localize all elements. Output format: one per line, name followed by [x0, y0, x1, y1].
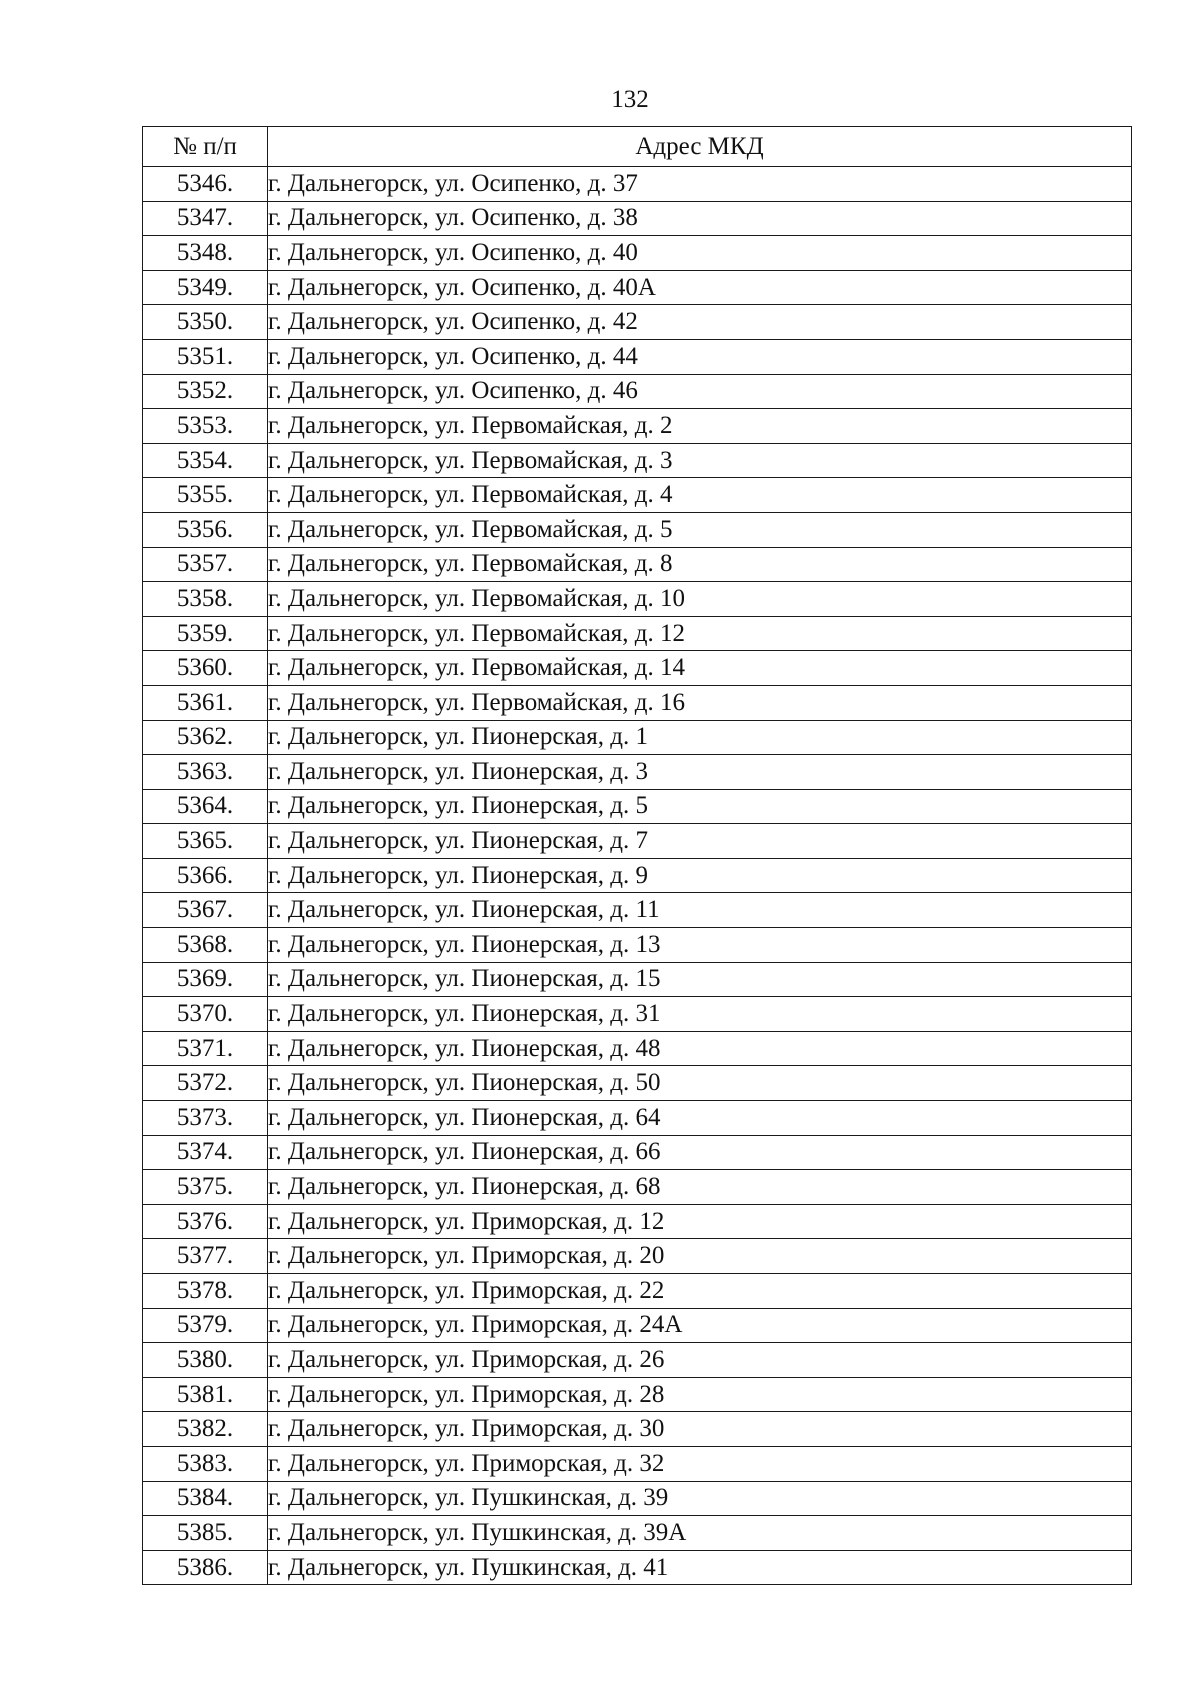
row-number-cell: 5369.: [143, 962, 268, 997]
table-row: [143, 824, 1132, 859]
table-row: [143, 720, 1132, 755]
row-number-cell: 5370.: [143, 997, 268, 1032]
address-cell: г. Дальнегорск, ул. Первомайская, д. 16: [268, 685, 1132, 720]
table-row: [143, 512, 1132, 547]
table-body: [143, 167, 1132, 1585]
row-number-cell: 5355.: [143, 478, 268, 513]
row-number-cell: 5360.: [143, 651, 268, 686]
table-row: [143, 1204, 1132, 1239]
table-row: [143, 1481, 1132, 1516]
table-row: [143, 616, 1132, 651]
row-number-cell: 5372.: [143, 1066, 268, 1101]
table-row: [143, 893, 1132, 928]
row-number-cell: 5377.: [143, 1239, 268, 1274]
table-row: [143, 409, 1132, 444]
row-number-cell: 5356.: [143, 512, 268, 547]
address-cell: г. Дальнегорск, ул. Пионерская, д. 48: [268, 1031, 1132, 1066]
page-number: 132: [611, 86, 649, 113]
column-header-address: Адрес МКД: [268, 127, 1132, 167]
address-cell: г. Дальнегорск, ул. Осипенко, д. 40: [268, 236, 1132, 271]
address-cell: г. Дальнегорск, ул. Приморская, д. 32: [268, 1446, 1132, 1481]
table-row: [143, 928, 1132, 963]
address-cell: г. Дальнегорск, ул. Осипенко, д. 37: [268, 167, 1132, 202]
table-row: [143, 374, 1132, 409]
row-number-cell: 5364.: [143, 789, 268, 824]
table-row: [143, 1412, 1132, 1447]
address-cell: г. Дальнегорск, ул. Первомайская, д. 8: [268, 547, 1132, 582]
table-row: [143, 755, 1132, 790]
address-cell: г. Дальнегорск, ул. Первомайская, д. 2: [268, 409, 1132, 444]
table-row: [143, 1446, 1132, 1481]
address-cell: г. Дальнегорск, ул. Пионерская, д. 64: [268, 1101, 1132, 1136]
row-number-cell: 5375.: [143, 1170, 268, 1205]
address-cell: г. Дальнегорск, ул. Приморская, д. 28: [268, 1377, 1132, 1412]
address-cell: г. Дальнегорск, ул. Пушкинская, д. 39: [268, 1481, 1132, 1516]
table-row: [143, 443, 1132, 478]
address-cell: г. Дальнегорск, ул. Пионерская, д. 66: [268, 1135, 1132, 1170]
row-number-cell: 5363.: [143, 755, 268, 790]
address-cell: г. Дальнегорск, ул. Пионерская, д. 68: [268, 1170, 1132, 1205]
table-row: [143, 305, 1132, 340]
address-cell: г. Дальнегорск, ул. Пионерская, д. 50: [268, 1066, 1132, 1101]
row-number-cell: 5352.: [143, 374, 268, 409]
table-row: [143, 858, 1132, 893]
row-number-cell: 5376.: [143, 1204, 268, 1239]
address-cell: г. Дальнегорск, ул. Пушкинская, д. 39А: [268, 1516, 1132, 1551]
row-number-cell: 5367.: [143, 893, 268, 928]
address-cell: г. Дальнегорск, ул. Приморская, д. 12: [268, 1204, 1132, 1239]
table-row: [143, 1135, 1132, 1170]
table-row: [143, 201, 1132, 236]
row-number-cell: 5354.: [143, 443, 268, 478]
table-header: [143, 127, 1132, 167]
table-row: [143, 1343, 1132, 1378]
address-cell: г. Дальнегорск, ул. Осипенко, д. 38: [268, 201, 1132, 236]
address-table: [142, 126, 1132, 1585]
address-cell: г. Дальнегорск, ул. Пионерская, д. 1: [268, 720, 1132, 755]
row-number-cell: 5371.: [143, 1031, 268, 1066]
row-number-cell: 5378.: [143, 1274, 268, 1309]
table-row: [143, 1031, 1132, 1066]
row-number-cell: 5368.: [143, 928, 268, 963]
table-row: [143, 547, 1132, 582]
address-cell: г. Дальнегорск, ул. Пионерская, д. 9: [268, 858, 1132, 893]
table-row: [143, 1550, 1132, 1585]
row-number-cell: 5385.: [143, 1516, 268, 1551]
row-number-cell: 5347.: [143, 201, 268, 236]
address-cell: г. Дальнегорск, ул. Пионерская, д. 13: [268, 928, 1132, 963]
table-row: [143, 651, 1132, 686]
row-number-cell: 5366.: [143, 858, 268, 893]
address-cell: г. Дальнегорск, ул. Приморская, д. 30: [268, 1412, 1132, 1447]
table-row: [143, 997, 1132, 1032]
table-row: [143, 1516, 1132, 1551]
column-header-number: № п/п: [143, 127, 268, 167]
row-number-cell: 5350.: [143, 305, 268, 340]
address-cell: г. Дальнегорск, ул. Первомайская, д. 12: [268, 616, 1132, 651]
address-cell: г. Дальнегорск, ул. Осипенко, д. 42: [268, 305, 1132, 340]
address-cell: г. Дальнегорск, ул. Осипенко, д. 40А: [268, 270, 1132, 305]
table-row: [143, 339, 1132, 374]
table-row: [143, 789, 1132, 824]
address-cell: г. Дальнегорск, ул. Пионерская, д. 5: [268, 789, 1132, 824]
row-number-cell: 5381.: [143, 1377, 268, 1412]
address-cell: г. Дальнегорск, ул. Осипенко, д. 46: [268, 374, 1132, 409]
table-row: [143, 582, 1132, 617]
address-cell: г. Дальнегорск, ул. Приморская, д. 26: [268, 1343, 1132, 1378]
table-row: [143, 685, 1132, 720]
row-number-cell: 5383.: [143, 1446, 268, 1481]
row-number-cell: 5358.: [143, 582, 268, 617]
table-row: [143, 1274, 1132, 1309]
row-number-cell: 5362.: [143, 720, 268, 755]
address-cell: г. Дальнегорск, ул. Приморская, д. 24А: [268, 1308, 1132, 1343]
table-row: [143, 1066, 1132, 1101]
table-row: [143, 1377, 1132, 1412]
address-cell: г. Дальнегорск, ул. Первомайская, д. 14: [268, 651, 1132, 686]
table-row: [143, 236, 1132, 271]
row-number-cell: 5361.: [143, 685, 268, 720]
address-cell: г. Дальнегорск, ул. Осипенко, д. 44: [268, 339, 1132, 374]
address-cell: г. Дальнегорск, ул. Пушкинская, д. 41: [268, 1550, 1132, 1585]
row-number-cell: 5348.: [143, 236, 268, 271]
row-number-cell: 5353.: [143, 409, 268, 444]
table-row: [143, 1308, 1132, 1343]
address-cell: г. Дальнегорск, ул. Приморская, д. 22: [268, 1274, 1132, 1309]
table-row: [143, 1170, 1132, 1205]
address-cell: г. Дальнегорск, ул. Первомайская, д. 3: [268, 443, 1132, 478]
address-cell: г. Дальнегорск, ул. Пионерская, д. 31: [268, 997, 1132, 1032]
row-number-cell: 5346.: [143, 167, 268, 202]
row-number-cell: 5380.: [143, 1343, 268, 1378]
address-cell: г. Дальнегорск, ул. Пионерская, д. 7: [268, 824, 1132, 859]
row-number-cell: 5357.: [143, 547, 268, 582]
row-number-cell: 5373.: [143, 1101, 268, 1136]
row-number-cell: 5379.: [143, 1308, 268, 1343]
row-number-cell: 5359.: [143, 616, 268, 651]
table-row: [143, 167, 1132, 202]
row-number-cell: 5351.: [143, 339, 268, 374]
table-row: [143, 478, 1132, 513]
address-cell: г. Дальнегорск, ул. Приморская, д. 20: [268, 1239, 1132, 1274]
row-number-cell: 5382.: [143, 1412, 268, 1447]
row-number-cell: 5386.: [143, 1550, 268, 1585]
address-cell: г. Дальнегорск, ул. Первомайская, д. 4: [268, 478, 1132, 513]
row-number-cell: 5365.: [143, 824, 268, 859]
table-row: [143, 1101, 1132, 1136]
address-cell: г. Дальнегорск, ул. Пионерская, д. 15: [268, 962, 1132, 997]
table-row: [143, 962, 1132, 997]
address-cell: г. Дальнегорск, ул. Первомайская, д. 10: [268, 582, 1132, 617]
address-cell: г. Дальнегорск, ул. Пионерская, д. 11: [268, 893, 1132, 928]
table-row: [143, 270, 1132, 305]
address-cell: г. Дальнегорск, ул. Первомайская, д. 5: [268, 512, 1132, 547]
table-row: [143, 1239, 1132, 1274]
row-number-cell: 5349.: [143, 270, 268, 305]
row-number-cell: 5384.: [143, 1481, 268, 1516]
row-number-cell: 5374.: [143, 1135, 268, 1170]
address-cell: г. Дальнегорск, ул. Пионерская, д. 3: [268, 755, 1132, 790]
header-row: [143, 127, 1132, 167]
